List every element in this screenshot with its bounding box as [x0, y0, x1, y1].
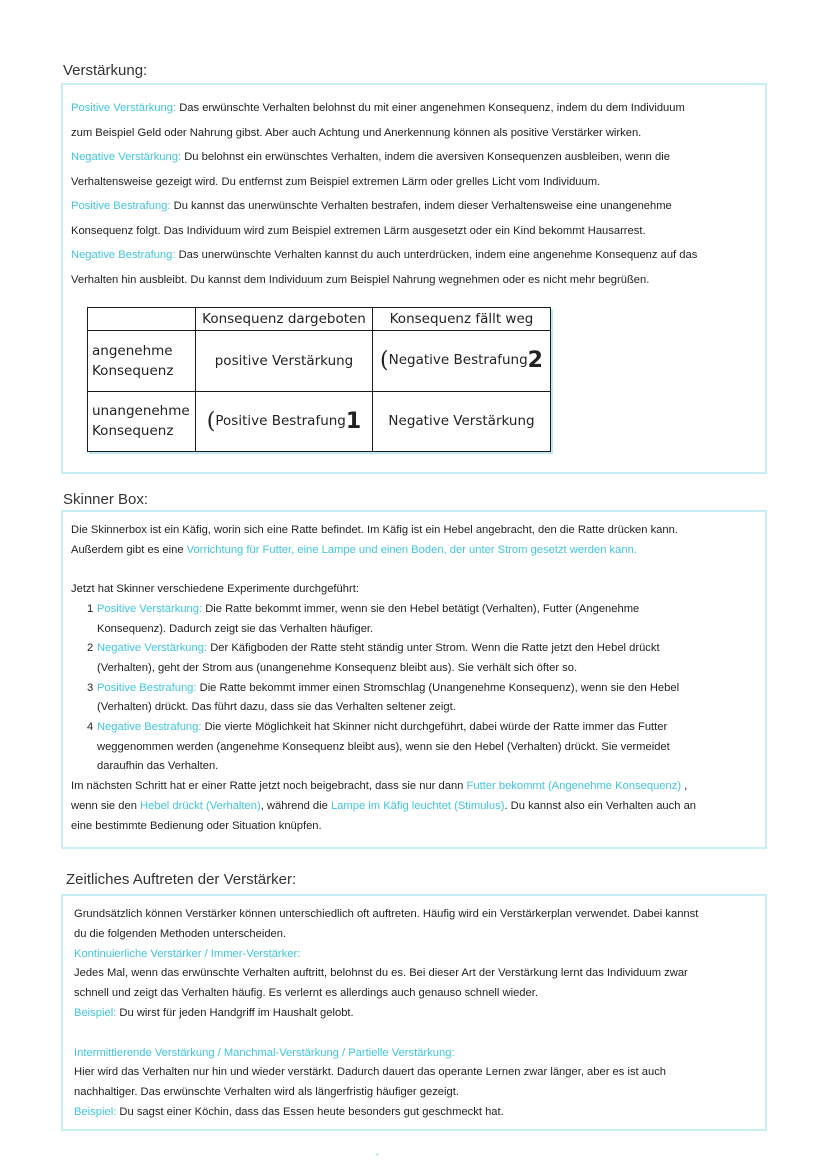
paragraph-text: , [681, 780, 688, 793]
row-header-unangenehm [88, 391, 196, 452]
cell-negative-verstaerkung: Negative Verstärkung [373, 391, 551, 452]
list-number: 2 [87, 642, 94, 655]
list-term: Negative Bestrafung: [97, 721, 202, 733]
term-negative-bestrafung: Negative Bestrafung: [71, 249, 176, 261]
bracket-mark: ( [206, 408, 216, 434]
example-text: Du wirst für jeden Handgriff im Haushalt gelobt. [116, 1006, 354, 1019]
list-text: Die Ratte bekommt immer einen Stromschlag (Unangenehme Konsequenz), wenn sie den Hebel [196, 681, 680, 694]
cell-text: Positive Bestrafung [215, 412, 346, 429]
verstaerkung-box [61, 83, 767, 474]
experiment-list [71, 600, 757, 916]
def-text: Verhalten hin ausbleibt. Du kannst dem Individuum zum Beispiel Nahrung wegnehmen oder es nicht mehr begrüßen. [71, 273, 650, 286]
list-text: (Verhalten), geht der Strom aus (unangenehme Konsequenz bleibt aus). Sie verhält sich öfter so. [97, 661, 578, 674]
example-label: Beispiel: [74, 1006, 117, 1019]
def-text: Du belohnst ein erwünschtes Verhalten, indem die aversiven Konsequenzen ausbleiben, wenn die [184, 151, 670, 163]
list-item [87, 718, 717, 777]
list-term: Positive Bestrafung: [97, 681, 197, 694]
example-label: Beispiel: [74, 1105, 117, 1118]
decorative-dot [376, 1153, 379, 1156]
paragraph-line: eine bestimmte Bedienung oder Situation knüpfen. [71, 819, 322, 832]
highlight-text: Hebel drückt (Verhalten) [140, 799, 261, 812]
list-text: Konsequenz). Dadurch zeigt sie das Verhalten häufiger. [97, 622, 374, 635]
row-header-line: unangenehme [92, 403, 190, 420]
list-term: Negative Verstärkung: [97, 642, 208, 655]
row-header-line: Konsequenz [92, 362, 174, 379]
cell-negative-bestrafung [373, 331, 551, 392]
paragraph-line: nachhaltiger. Das erwünschte Verhalten wird als längerfristig häufiger gezeigt. [74, 1086, 459, 1099]
def-text: Du kannst das unerwünschte Verhalten bestrafen, indem dieser Verhaltensweise eine unangenehme [173, 200, 672, 212]
row-header-line: Konsequenz [92, 423, 174, 440]
highlight-text: Vorrichtung für Futter, eine Lampe und einen Boden, der unter Strom gesetzt werden kann. [186, 543, 637, 556]
list-text: Die Ratte bekommt immer, wenn sie den Hebel betätigt (Verhalten), Futter (Angenehme [205, 602, 640, 615]
skinner-text [71, 521, 757, 916]
paragraph-line: Jetzt hat Skinner verschiedene Experimente durchgeführt: [71, 583, 359, 596]
col-header-faellt-weg: Konsequenz fällt weg [373, 308, 551, 331]
paragraph-line: Die Skinnerbox ist ein Käfig, worin sich eine Ratte befindet. Im Käfig ist ein Hebel angebracht, den die Ratte drücken kann. [71, 524, 678, 536]
table-corner [88, 308, 196, 331]
paragraph-text: . Du kannst also ein Verhalten auch an [504, 799, 697, 812]
term-positive-verstaerkung: Positive Verstärkung: [71, 102, 177, 114]
paragraph-line: Hier wird das Verhalten nur hin und wieder verstärkt. Dadurch dauert das operante Lernen zwar länger, aber es ist auch [74, 1066, 667, 1079]
paragraph-text: Außerdem gibt es eine [71, 543, 187, 556]
paragraph-text: , während die [260, 799, 331, 812]
consequence-table [87, 307, 551, 452]
list-text: Der Käfigboden der Ratte steht ständig unter Strom. Wenn die Ratte jetzt den Hebel drückt [210, 642, 660, 655]
list-item [87, 600, 717, 639]
def-text: Konsequenz folgt. Das Individuum wird zum Beispiel extremen Lärm ausgesetzt oder ein Kind bekommt Hausarrest. [71, 224, 646, 237]
list-number: 4 [87, 721, 94, 733]
def-text: Das erwünschte Verhalten belohnst du mit einer angenehmen Konsequenz, indem du dem Individuum [179, 102, 685, 114]
list-number: 1 [87, 602, 94, 615]
cell-positive-verstaerkung: positive Verstärkung [196, 331, 373, 392]
section-heading-verstaerkung: Verstärkung: [63, 62, 148, 79]
definitions [71, 96, 757, 292]
zeitliches-box [61, 894, 767, 1131]
row-header-line: angenehme [92, 342, 173, 359]
list-item [87, 679, 717, 718]
subheading-kontinuierlich: Kontinuierliche Verstärker / Immer-Verstärker: [74, 947, 301, 960]
term-negative-verstaerkung: Negative Verstärkung: [71, 151, 182, 163]
list-item [87, 639, 717, 678]
paragraph-text: wenn sie den [71, 799, 141, 812]
def-text: Das unerwünschte Verhalten kannst du auch unterdrücken, indem eine angenehme Konsequenz auf das [178, 249, 698, 261]
paragraph-line: Jedes Mal, wenn das erwünschte Verhalten auftritt, belohnst du es. Bei dieser Art der Verstärkung lernt das Individuum zwar [74, 967, 688, 980]
list-term: Positive Verstärkung: [97, 602, 203, 615]
paragraph-line: Grundsätzlich können Verstärker können unterschiedlich oft auftreten. Häufig wird ein Verstärkerplan verwendet. Dabei kannst [74, 908, 699, 920]
handwritten-number: 2 [527, 348, 543, 374]
subheading-intermittierend: Intermittierende Verstärkung / Manchmal-Verstärkung / Partielle Verstärkung: [74, 1046, 455, 1059]
def-text: Verhaltensweise gezeigt wird. Du entfernst zum Beispiel extremen Lärm oder grelles Licht vom Individuum. [71, 175, 601, 188]
example-text: Du sagst einer Köchin, dass das Essen heute besonders gut geschmeckt hat. [116, 1105, 504, 1118]
paragraph-text: Im nächsten Schritt hat er einer Ratte jetzt noch beigebracht, dass sie nur dann [71, 780, 467, 793]
bracket-mark: ( [380, 348, 389, 374]
list-text: Die vierte Möglichkeit hat Skinner nicht durchgeführt, dabei würde der Ratte immer das Futter [204, 721, 668, 733]
handwritten-number: 1 [345, 408, 362, 434]
paragraph-line: schnell und zeigt das Verhalten häufig. Es verlernt es allerdings auch genauso schnell wieder. [74, 987, 538, 1000]
list-text: daraufhin das Verhalten. [97, 760, 219, 773]
def-text: zum Beispiel Geld oder Nahrung gibst. Aber auch Achtung und Anerkennung können als positive Verstärker wirken. [71, 126, 642, 139]
section-heading-zeitliches-auftreten: Zeitliches Auftreten der Verstärker: [66, 871, 297, 888]
list-text: weggenommen werden (angenehme Konsequenz bleibt aus), wenn sie den Hebel (Verhalten) drückt. Sie vermeidet [97, 740, 670, 753]
list-number: 3 [87, 681, 94, 694]
highlight-text: Futter bekommt (Angenehme Konsequenz) [466, 780, 682, 793]
paragraph-line: du die folgenden Methoden unterscheiden. [74, 927, 287, 940]
highlight-text: Lampe im Käfig leuchtet (Stimulus) [330, 799, 505, 812]
list-text: (Verhalten) drückt. Das führt dazu, dass sie das Verhalten seltener zeigt. [97, 701, 456, 714]
col-header-dargeboten: Konsequenz dargeboten [196, 308, 373, 331]
row-header-angenehm [88, 331, 196, 392]
skinner-box [61, 510, 767, 849]
section-heading-skinner-box: Skinner Box: [63, 491, 149, 508]
outro [71, 777, 757, 836]
zeitliches-text [74, 905, 757, 1123]
term-positive-bestrafung: Positive Bestrafung: [71, 200, 171, 212]
cell-text: Negative Bestrafung [388, 352, 528, 369]
cell-positive-bestrafung [196, 391, 373, 452]
